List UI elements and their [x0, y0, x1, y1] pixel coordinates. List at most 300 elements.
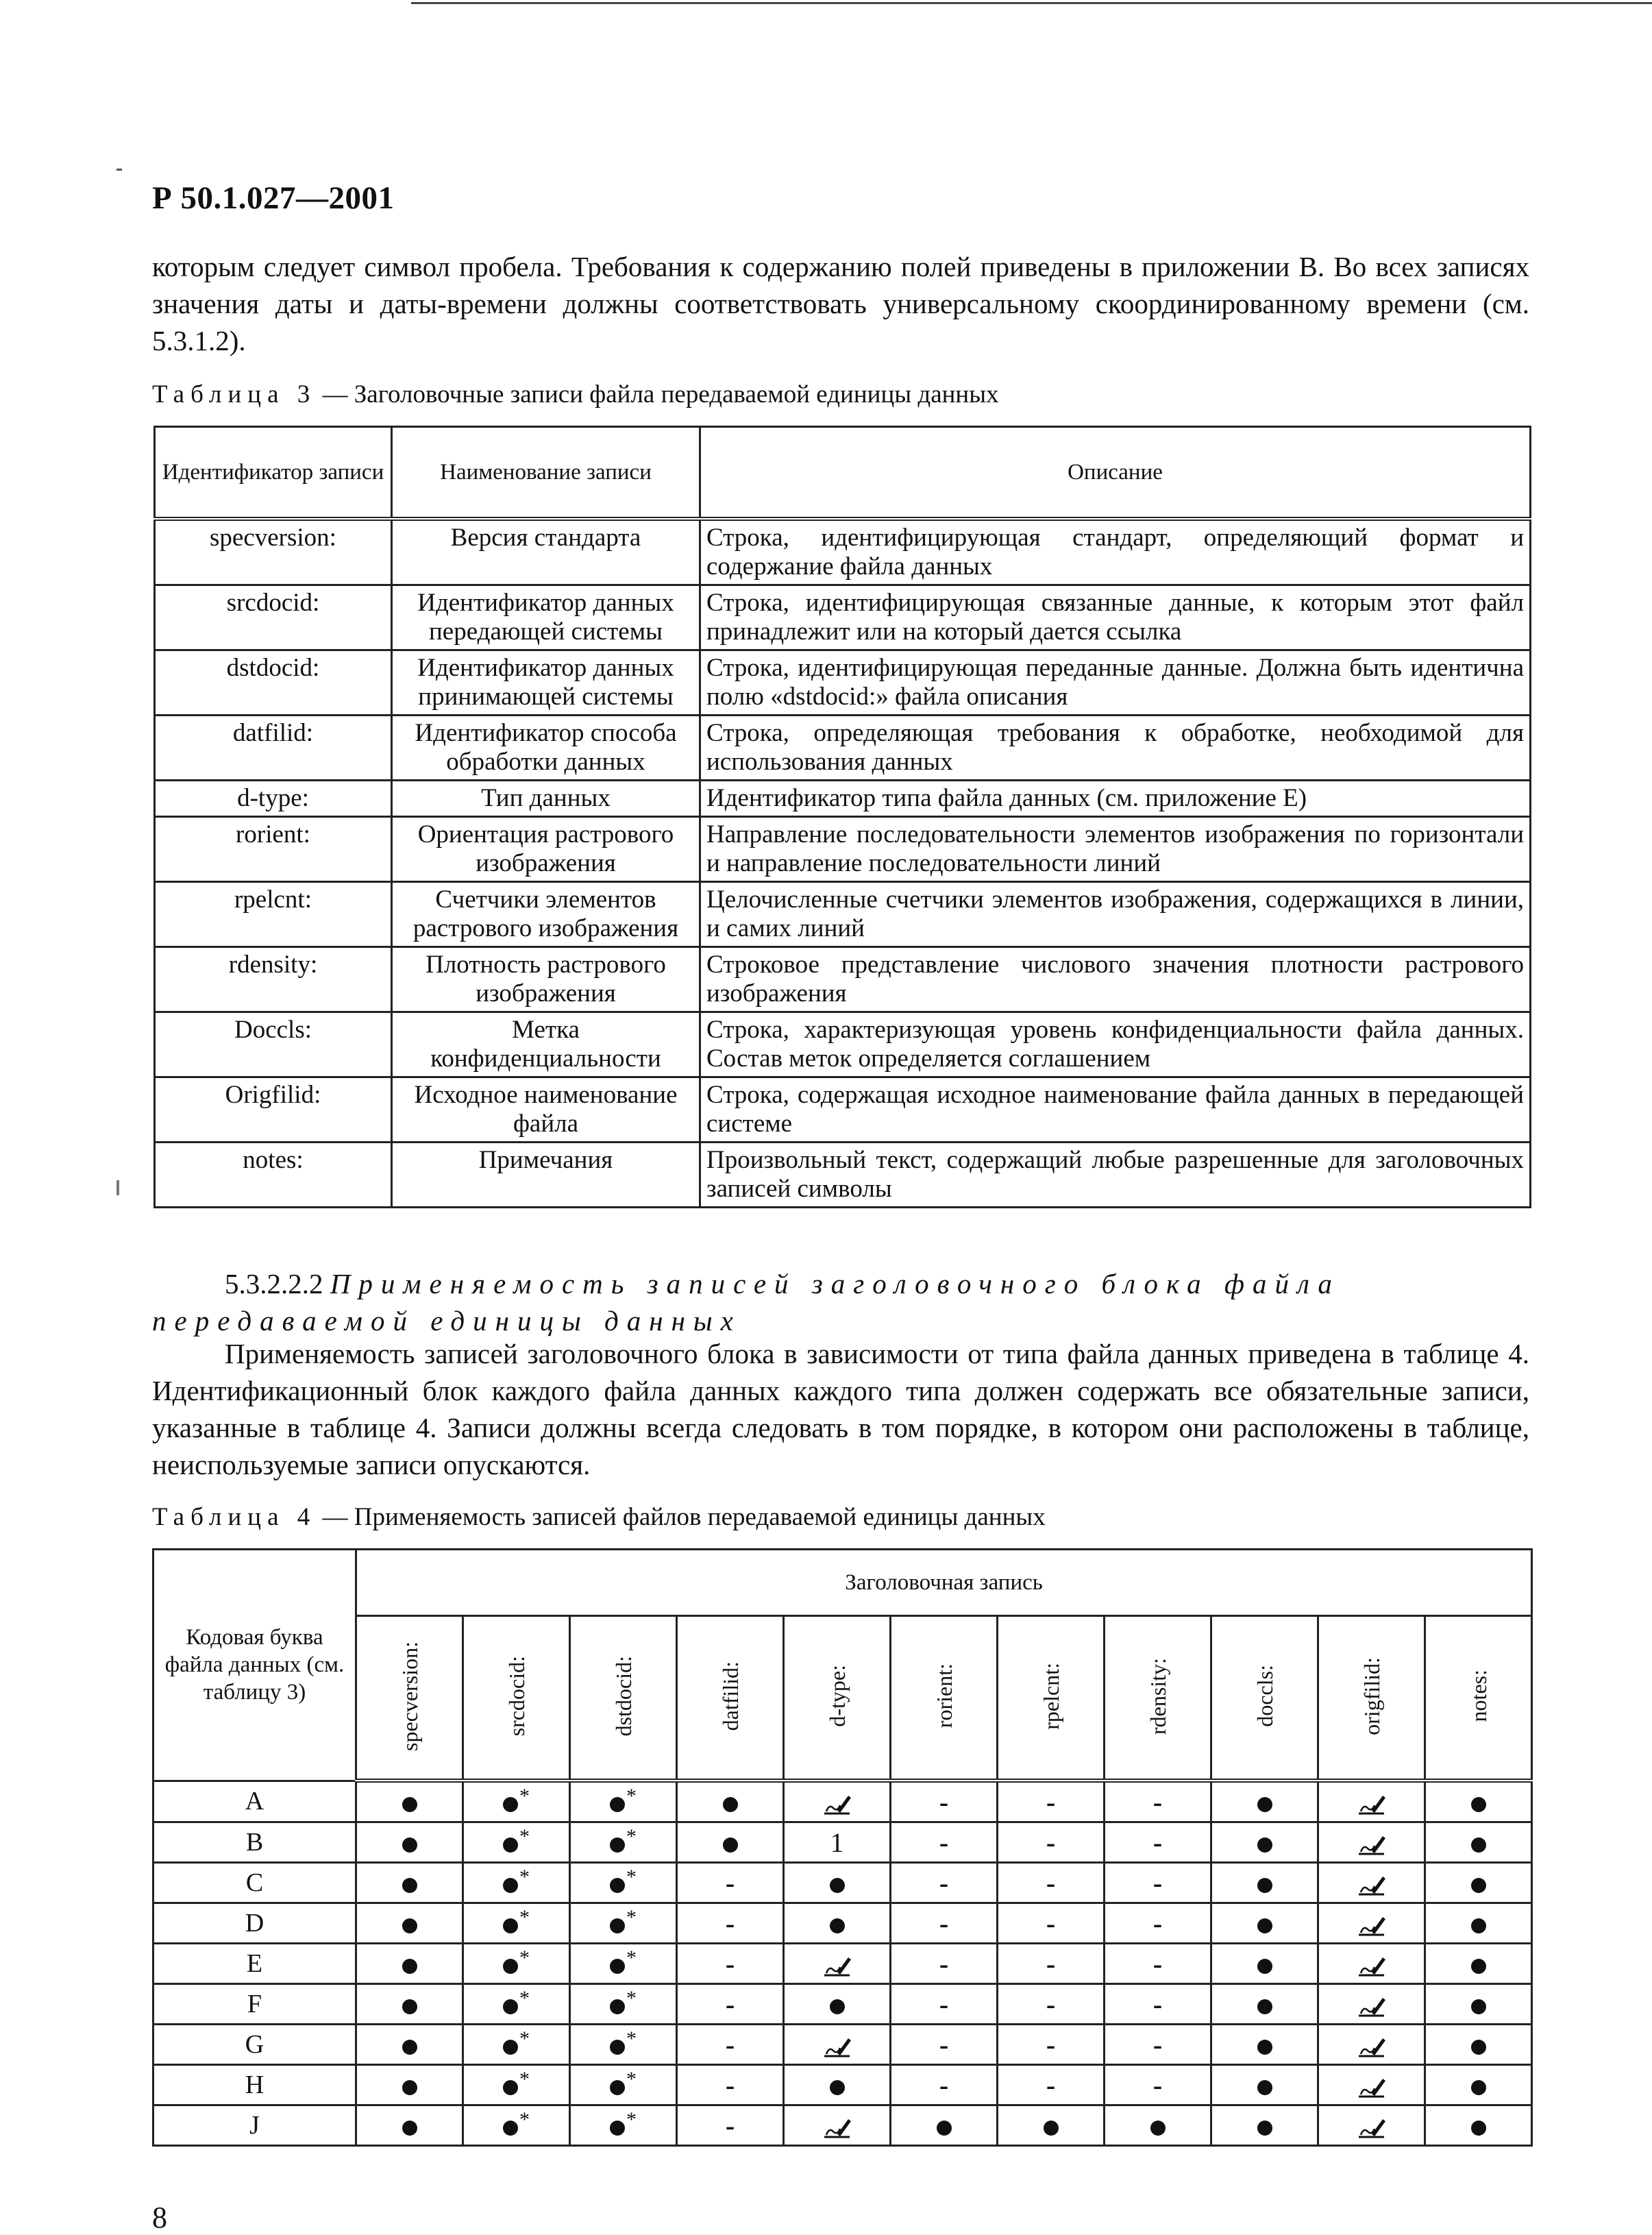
asterisk-mark: *	[519, 1986, 530, 2010]
dash-mark: -	[1046, 1948, 1056, 1979]
asterisk-mark: *	[519, 2027, 530, 2050]
applicability-cell	[1105, 1984, 1211, 2025]
applicability-cell	[891, 1781, 998, 1822]
mandatory-dot-icon	[402, 2080, 417, 2095]
applicability-cell	[1318, 2025, 1425, 2065]
applicability-cell	[998, 2025, 1105, 2065]
dash-mark: -	[1152, 1827, 1163, 1858]
applicability-cell	[463, 2025, 570, 2065]
applicability-cell	[463, 1863, 570, 1903]
t4-column-label: rorient:	[931, 1663, 957, 1729]
t4-column-header	[356, 1616, 463, 1781]
applicability-cell	[998, 1984, 1105, 2025]
record-id-cell: srcdocid:	[155, 585, 392, 650]
applicability-cell	[570, 1984, 677, 2025]
file-code-letter: J	[153, 2105, 356, 2146]
file-code-letter: H	[153, 2065, 356, 2105]
mandatory-dot-icon	[1471, 1878, 1486, 1893]
asterisk-mark: *	[626, 2027, 637, 2050]
mandatory-dot-icon	[1257, 2040, 1272, 2055]
t4-column-header	[1105, 1616, 1211, 1781]
mandatory-dot-icon	[1471, 1959, 1486, 1974]
mandatory-dot-icon	[402, 1837, 417, 1853]
dash-mark: -	[1152, 1786, 1163, 1818]
applicability-cell	[1211, 1944, 1318, 1984]
applicability-cell	[1318, 1863, 1425, 1903]
t4-column-label: datfilid:	[717, 1661, 743, 1731]
asterisk-mark: *	[519, 1824, 530, 1848]
record-name-cell: Метка конфиденциальности	[392, 1012, 700, 1077]
applicability-cell	[1105, 1863, 1211, 1903]
applicability-cell	[891, 2065, 998, 2105]
t4-column-header	[570, 1616, 677, 1781]
record-description-cell: Строка, идентифицирующая стандарт, определяющий формат и содержание файла данных	[700, 519, 1531, 585]
table-row	[155, 781, 1531, 817]
table-row	[155, 1077, 1531, 1143]
t4-column-header	[677, 1616, 784, 1781]
t3-header-id: Идентификатор записи	[155, 427, 392, 520]
mandatory-dot-icon	[1257, 1959, 1272, 1974]
page-number: 8	[152, 2201, 167, 2234]
applicability-cell	[891, 1944, 998, 1984]
mandatory-dot-icon	[610, 1878, 625, 1893]
asterisk-mark: *	[519, 1905, 530, 1929]
applicability-cell	[1211, 1863, 1318, 1903]
applicability-cell	[1105, 1822, 1211, 1863]
section-number: 5.3.2.2.2	[225, 1268, 323, 1299]
t4-column-header	[1425, 1616, 1532, 1781]
record-name-cell: Счетчики элементов растрового изображения	[392, 882, 700, 947]
applicability-cell	[1425, 1822, 1532, 1863]
record-description-cell: Направление последовательности элементов изображения по горизонтали и направление последовательности линий	[700, 817, 1531, 882]
t4-column-label: srcdocid:	[504, 1655, 529, 1737]
applicability-cell	[998, 1944, 1105, 1984]
applicability-cell	[784, 1984, 891, 2025]
dash-mark: -	[939, 1827, 949, 1858]
pen-icon	[822, 1793, 852, 1816]
applicability-cell	[1105, 1781, 1211, 1822]
mandatory-dot-icon	[1471, 1797, 1486, 1812]
table-row	[155, 519, 1531, 585]
pen-icon	[1357, 2076, 1387, 2099]
dash-mark: -	[725, 1867, 735, 1898]
applicability-cell	[356, 2065, 463, 2105]
table-row	[153, 2105, 1532, 2146]
mandatory-dot-icon	[830, 1999, 845, 2014]
mandatory-dot-icon	[402, 1918, 417, 1933]
asterisk-mark: *	[626, 1865, 637, 1888]
table-row	[155, 817, 1531, 882]
table3-caption-label: Таблица 3	[152, 380, 317, 408]
applicability-cell	[570, 1863, 677, 1903]
asterisk-mark: *	[626, 2108, 637, 2131]
applicability-cell	[998, 2105, 1105, 2146]
t4-group-header: Заголовочная запись	[356, 1550, 1532, 1616]
applicability-cell	[784, 1863, 891, 1903]
t3-header-desc: Описание	[700, 427, 1531, 520]
applicability-cell	[1318, 1984, 1425, 2025]
applicability-cell	[1425, 1984, 1532, 2025]
mandatory-dot-icon	[503, 1878, 518, 1893]
applicability-cell	[1211, 2105, 1318, 2146]
mandatory-dot-icon	[830, 2080, 845, 2095]
applicability-cell	[891, 2105, 998, 2146]
mandatory-dot-icon	[610, 2121, 625, 2136]
table-row	[153, 1984, 1532, 2025]
dash-mark: -	[1152, 1907, 1163, 1939]
applicability-cell	[784, 2065, 891, 2105]
mandatory-dot-icon	[1150, 2121, 1166, 2136]
table-3	[153, 426, 1531, 1208]
mandatory-dot-icon	[503, 1797, 518, 1812]
applicability-cell	[570, 1903, 677, 1944]
record-description-cell: Строка, характеризующая уровень конфиденциальности файла данных. Состав меток определяется соглашением	[700, 1012, 1531, 1077]
mandatory-dot-icon	[610, 2080, 625, 2095]
t4-column-header	[891, 1616, 998, 1781]
applicability-cell	[1318, 1822, 1425, 1863]
applicability-cell	[463, 1903, 570, 1944]
t4-column-label: origfilid:	[1359, 1657, 1384, 1735]
t4-column-header	[998, 1616, 1105, 1781]
applicability-cell	[463, 1781, 570, 1822]
applicability-cell	[784, 1944, 891, 1984]
applicability-cell	[677, 2065, 784, 2105]
applicability-cell	[1425, 1781, 1532, 1822]
applicability-cell	[891, 2025, 998, 2065]
record-id-cell: specversion:	[155, 519, 392, 585]
pen-icon	[822, 2036, 852, 2059]
dash-mark: -	[939, 1867, 949, 1898]
t4-column-label: dstdocid:	[611, 1655, 636, 1737]
t3-header-name: Наименование записи	[392, 427, 700, 520]
record-name-cell: Идентификатор данных передающей системы	[392, 585, 700, 650]
mandatory-dot-icon	[610, 1837, 625, 1853]
applicability-cell	[1105, 2065, 1211, 2105]
applicability-cell	[463, 1944, 570, 1984]
mandatory-dot-icon	[503, 1959, 518, 1974]
t4-column-label: specversion:	[397, 1641, 422, 1751]
applicability-cell	[1425, 1944, 1532, 1984]
record-description-cell: Строка, содержащая исходное наименование файла данных в передающей системе	[700, 1077, 1531, 1143]
t4-column-label: rpelcnt:	[1038, 1662, 1063, 1730]
applicability-cell	[891, 1984, 998, 2025]
dash-mark: -	[1046, 1907, 1056, 1939]
applicability-cell	[784, 1903, 891, 1944]
table-row	[155, 716, 1531, 781]
table3-caption-text: — Заголовочные записи файла передаваемой единицы данных	[316, 380, 999, 408]
mandatory-dot-icon	[1257, 1837, 1272, 1853]
applicability-cell	[677, 2025, 784, 2065]
table-row	[153, 2065, 1532, 2105]
applicability-cell	[998, 1781, 1105, 1822]
record-name-cell: Ориентация растрового изображения	[392, 817, 700, 882]
applicability-cell	[677, 1903, 784, 1944]
dash-mark: -	[1046, 2029, 1056, 2060]
record-description-cell: Строковое представление числового значения плотности растрового изображения	[700, 947, 1531, 1012]
table-row	[155, 585, 1531, 650]
record-id-cell: datfilid:	[155, 716, 392, 781]
applicability-cell	[356, 1781, 463, 1822]
applicability-cell	[1318, 1903, 1425, 1944]
applicability-cell	[677, 1781, 784, 1822]
applicability-cell	[356, 1822, 463, 1863]
table-row	[153, 1822, 1532, 1863]
record-id-cell: Origfilid:	[155, 1077, 392, 1143]
mandatory-dot-icon	[830, 1878, 845, 1893]
applicability-cell	[1211, 1781, 1318, 1822]
record-description-cell: Произвольный текст, содержащий любые разрешенные для заголовочных записей символы	[700, 1143, 1531, 1208]
mandatory-dot-icon	[1471, 2121, 1486, 2136]
record-id-cell: rpelcnt:	[155, 882, 392, 947]
dash-mark: -	[1046, 2069, 1056, 2101]
applicability-cell	[677, 1944, 784, 1984]
dash-mark: -	[1152, 1867, 1163, 1898]
dash-mark: -	[1046, 1867, 1056, 1898]
applicability-cell	[570, 1781, 677, 1822]
mandatory-dot-icon	[1471, 1918, 1486, 1933]
dash-mark: -	[725, 2069, 735, 2101]
t4-column-header	[1211, 1616, 1318, 1781]
applicability-cell	[1211, 1822, 1318, 1863]
pen-icon	[1357, 1874, 1387, 1897]
record-name-cell: Примечания	[392, 1143, 700, 1208]
mandatory-dot-icon	[402, 1878, 417, 1893]
asterisk-mark: *	[519, 1865, 530, 1888]
applicability-cell	[1425, 1863, 1532, 1903]
mandatory-dot-icon	[503, 2121, 518, 2136]
mandatory-dot-icon	[610, 2040, 625, 2055]
mandatory-dot-icon	[610, 1918, 625, 1933]
pen-icon	[1357, 1914, 1387, 1938]
record-description-cell: Строка, идентифицирующая переданные данные. Должна быть идентична полю «dstdocid:» файла описания	[700, 650, 1531, 716]
mandatory-dot-icon	[503, 1999, 518, 2014]
applicability-cell	[1105, 1944, 1211, 1984]
table-row	[155, 1012, 1531, 1077]
record-description-cell: Строка, идентифицирующая связанные данные, к которым этот файл принадлежит или на который дается ссылка	[700, 585, 1531, 650]
mandatory-dot-icon	[1471, 2080, 1486, 2095]
mandatory-dot-icon	[503, 2080, 518, 2095]
mandatory-dot-icon	[937, 2121, 952, 2136]
t4-column-label: doccls:	[1252, 1665, 1277, 1727]
dash-mark: -	[939, 1988, 949, 2020]
table-row	[155, 1143, 1531, 1208]
pen-icon	[822, 2116, 852, 2140]
t4-column-header	[463, 1616, 570, 1781]
applicability-cell	[463, 1822, 570, 1863]
record-id-cell: rdensity:	[155, 947, 392, 1012]
applicability-cell	[463, 1984, 570, 2025]
top-rule	[411, 2, 1652, 4]
applicability-cell	[998, 1822, 1105, 1863]
applicability-cell	[1425, 1903, 1532, 1944]
mandatory-dot-icon	[402, 1999, 417, 2014]
applicability-cell	[570, 1944, 677, 1984]
pen-icon	[822, 1955, 852, 1978]
pen-icon	[1357, 1833, 1387, 1857]
file-code-letter: F	[153, 1984, 356, 2025]
mandatory-dot-icon	[402, 2121, 417, 2136]
dash-mark: -	[1152, 2029, 1163, 2060]
asterisk-mark: *	[626, 1784, 637, 1807]
applicability-cell	[463, 2105, 570, 2146]
applicability-cell	[1425, 2105, 1532, 2146]
dash-mark: -	[1152, 1948, 1163, 1979]
record-name-cell: Исходное наименование файла	[392, 1077, 700, 1143]
pen-icon	[1357, 2036, 1387, 2059]
dash-mark: -	[1152, 1988, 1163, 2020]
applicability-cell	[570, 1822, 677, 1863]
t4-column-header	[784, 1616, 891, 1781]
record-description-cell: Идентификатор типа файла данных (см. приложение Е)	[700, 781, 1531, 817]
applicability-cell	[356, 1903, 463, 1944]
mandatory-dot-icon	[1257, 1878, 1272, 1893]
mandatory-dot-icon	[503, 1918, 518, 1933]
record-description-cell: Целочисленные счетчики элементов изображения, содержащихся в линии, и самих линий	[700, 882, 1531, 947]
applicability-cell	[998, 1863, 1105, 1903]
dash-mark: -	[1046, 1988, 1056, 2020]
t4-column-label: notes:	[1466, 1670, 1491, 1722]
file-code-letter: B	[153, 1822, 356, 1863]
mandatory-dot-icon	[1471, 1837, 1486, 1853]
applicability-cell	[1105, 1903, 1211, 1944]
table-row	[153, 1863, 1532, 1903]
applicability-cell	[356, 2105, 463, 2146]
applicability-cell	[998, 1903, 1105, 1944]
mandatory-dot-icon	[1471, 2040, 1486, 2055]
applicability-cell	[356, 2025, 463, 2065]
asterisk-mark: *	[626, 1946, 637, 1969]
dash-mark: -	[725, 1988, 735, 2020]
applicability-cell	[784, 2025, 891, 2065]
record-id-cell: notes:	[155, 1143, 392, 1208]
table-row	[153, 1944, 1532, 1984]
applicability-cell	[677, 1984, 784, 2025]
applicability-cell	[1318, 1781, 1425, 1822]
mandatory-dot-icon	[1257, 2121, 1272, 2136]
applicability-cell	[1105, 2105, 1211, 2146]
file-code-letter: D	[153, 1903, 356, 1944]
mandatory-dot-icon	[402, 1797, 417, 1812]
margin-mark	[116, 1180, 119, 1195]
record-id-cell: Doccls:	[155, 1012, 392, 1077]
file-code-letter: G	[153, 2025, 356, 2065]
mandatory-dot-icon	[1257, 2080, 1272, 2095]
mandatory-dot-icon	[723, 1837, 738, 1853]
table-row	[155, 947, 1531, 1012]
record-name-cell: Идентификатор данных принимающей системы	[392, 650, 700, 716]
margin-tick	[116, 169, 122, 171]
t4-row-header: Кодовая буква файла данных (см. таблицу 3)	[153, 1550, 356, 1781]
dash-mark: -	[1046, 1827, 1056, 1858]
applicability-cell	[1318, 2105, 1425, 2146]
section-title: Применяемость записей заголовочного блока файла передаваемой единицы данных	[152, 1268, 1340, 1336]
mandatory-dot-icon	[610, 1797, 625, 1812]
asterisk-mark: *	[519, 2108, 530, 2131]
record-name-cell: Идентификатор способа обработки данных	[392, 716, 700, 781]
applicability-cell	[1211, 2065, 1318, 2105]
t4-column-header	[1318, 1616, 1425, 1781]
mandatory-dot-icon	[402, 1959, 417, 1974]
asterisk-mark: *	[626, 1905, 637, 1929]
dash-mark: -	[939, 2069, 949, 2101]
applicability-cell	[1318, 1944, 1425, 1984]
mandatory-dot-icon	[402, 2040, 417, 2055]
dash-mark: -	[725, 1907, 735, 1939]
asterisk-mark: *	[519, 1784, 530, 1807]
mandatory-dot-icon	[1257, 1918, 1272, 1933]
applicability-cell	[356, 1944, 463, 1984]
pen-icon	[1357, 2116, 1387, 2140]
applicability-cell	[1211, 1903, 1318, 1944]
mandatory-dot-icon	[1044, 2121, 1059, 2136]
applicability-cell	[891, 1903, 998, 1944]
table-4	[152, 1548, 1533, 2147]
applicability-cell	[998, 2065, 1105, 2105]
table4-caption	[152, 1502, 1046, 1532]
applicability-cell	[784, 2105, 891, 2146]
t4-column-label: d-type:	[824, 1665, 850, 1727]
mandatory-dot-icon	[503, 1837, 518, 1853]
mandatory-dot-icon	[830, 1918, 845, 1933]
table-row	[153, 1903, 1532, 1944]
record-name-cell: Тип данных	[392, 781, 700, 817]
dash-mark: -	[725, 1948, 735, 1979]
asterisk-mark: *	[519, 2067, 530, 2090]
asterisk-mark: *	[519, 1946, 530, 1969]
asterisk-mark: *	[626, 2067, 637, 2090]
dash-mark: -	[939, 1948, 949, 1979]
applicability-cell	[677, 1863, 784, 1903]
record-name-cell: Плотность растрового изображения	[392, 947, 700, 1012]
applicability-cell	[891, 1822, 998, 1863]
mandatory-dot-icon	[610, 1999, 625, 2014]
applicability-cell	[1425, 2025, 1532, 2065]
dash-mark: -	[939, 1907, 949, 1939]
applicability-cell	[784, 1781, 891, 1822]
pen-icon	[1357, 1793, 1387, 1816]
pen-icon	[1357, 1995, 1387, 2018]
dash-mark: -	[1152, 2069, 1163, 2101]
applicability-cell	[1211, 2025, 1318, 2065]
table-row	[155, 650, 1531, 716]
applicability-cell	[570, 2025, 677, 2065]
record-description-cell: Строка, определяющая требования к обработке, необходимой для использования данных	[700, 716, 1531, 781]
section-paragraph: Применяемость записей заголовочного блока в зависимости от типа файла данных приведена в таблице 4. Идентификационный блок каждого файла данных каждого типа должен содержать все обязательные записи, указанные в таблице 4. Записи должны всегда следовать в том порядке, в котором они расположены в таблице, неиспользуемые записи опускаются.	[152, 1338, 1529, 1480]
table-row	[155, 882, 1531, 947]
pen-icon	[1357, 1955, 1387, 1978]
applicability-cell	[356, 1984, 463, 2025]
dash-mark: -	[1046, 1786, 1056, 1818]
table3-caption	[152, 380, 999, 409]
applicability-cell	[356, 1863, 463, 1903]
section-heading	[152, 1265, 1529, 1339]
table4-caption-label: Таблица 4	[152, 1503, 317, 1531]
intro-paragraph: которым следует символ пробела. Требования к содержанию полей приведены в приложении В. Во всех записях значения даты и даты-времени должны соответствовать универсальному скоординированному времени (см. 5.3.1.2).	[152, 251, 1529, 356]
applicability-cell	[1211, 1984, 1318, 2025]
dash-mark: -	[725, 2029, 735, 2060]
asterisk-mark: *	[626, 1824, 637, 1848]
table-row	[153, 1781, 1532, 1822]
record-id-cell: rorient:	[155, 817, 392, 882]
document-id: Р 50.1.027—2001	[152, 180, 395, 216]
file-code-letter: A	[153, 1781, 356, 1822]
mandatory-dot-icon	[610, 1959, 625, 1974]
mandatory-dot-icon	[1257, 1797, 1272, 1812]
file-code-letter: E	[153, 1944, 356, 1984]
applicability-cell	[570, 2105, 677, 2146]
mandatory-dot-icon	[723, 1797, 738, 1812]
record-id-cell: d-type:	[155, 781, 392, 817]
